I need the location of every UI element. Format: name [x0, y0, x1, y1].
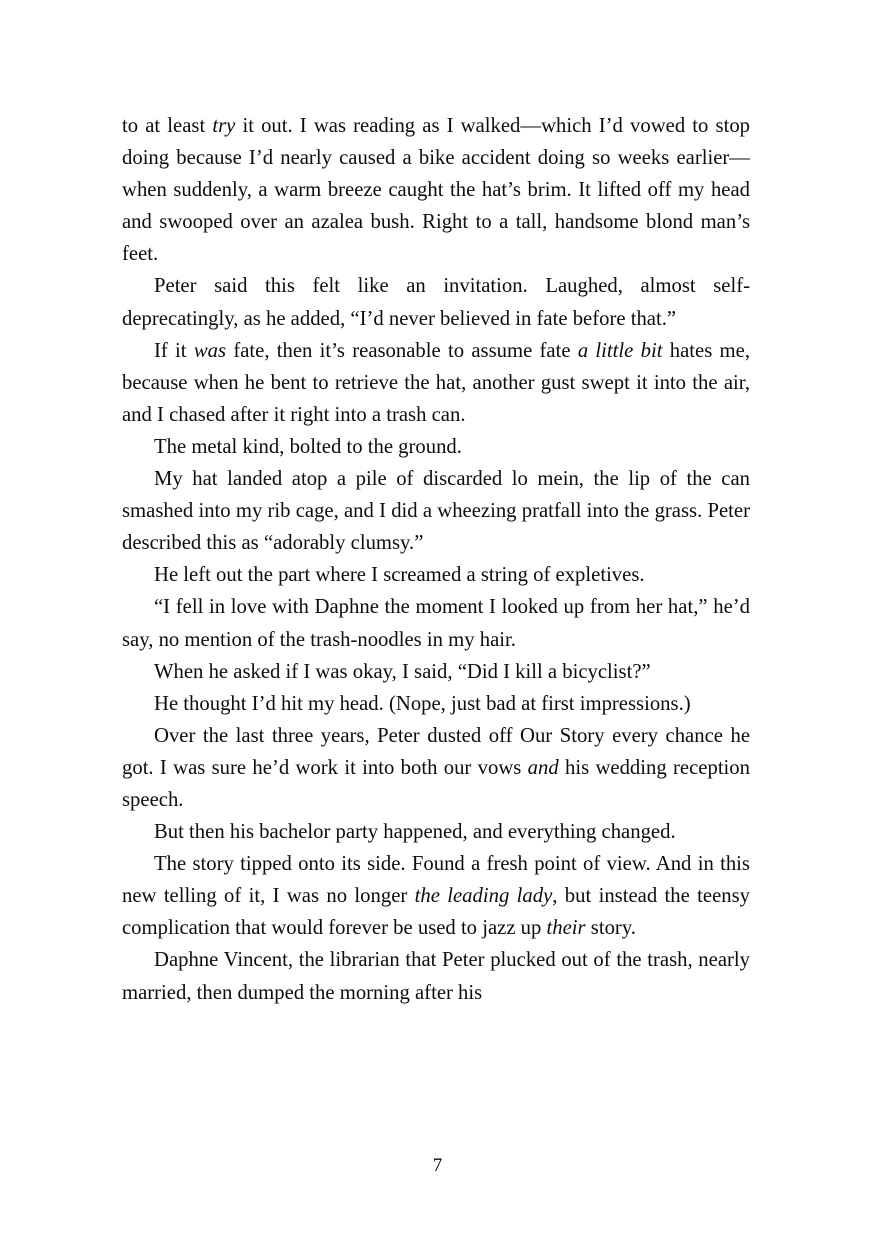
text-run: He thought I’d hit my head. (Nope, just bad at first impressions.): [154, 692, 691, 715]
text-run: But then his bachelor party happened, and everything changed.: [154, 821, 676, 844]
paragraph: [122, 431, 750, 463]
paragraph: [122, 559, 750, 591]
paragraph: [122, 335, 750, 431]
paragraph: [122, 656, 750, 688]
text-run: When he asked if I was okay, I said, “Did I kill a bicyclist?”: [154, 660, 651, 683]
text-run: He left out the part where I screamed a string of expletives.: [154, 564, 645, 587]
paragraph: [122, 944, 750, 1008]
text-run: If it: [154, 339, 194, 362]
paragraph: [122, 591, 750, 655]
paragraph: [122, 270, 750, 334]
text-run: to at least: [122, 115, 213, 137]
italic-run: the leading lady: [414, 885, 553, 908]
italic-run: and: [527, 756, 559, 779]
text-run: My hat landed atop a pile of discarded lo mein, the lip of the can smashed into my rib cage, and I did a wheezing pratfall into the grass. Peter described this as “adorably clumsy.”: [122, 468, 750, 555]
text-run: Peter said this felt like an invitation. Laughed, almost self-deprecatingly, as he added, “I’d never believed in fate before that.”: [122, 275, 750, 330]
text-run: hates me, because when he bent to retrieve the hat, another gust swept it into the air, and I chased after it right into a trash can.: [122, 339, 750, 426]
italic-run: try: [212, 115, 236, 137]
text-run: his wedding reception speech.: [122, 756, 750, 811]
italic-run: a little bit: [577, 339, 663, 362]
text-run: story.: [585, 917, 636, 940]
body-text: [122, 110, 750, 1009]
page-number: 7: [432, 1155, 443, 1176]
text-run: it out. I was reading as I walked—which I’d vowed to stop doing because I’d nearly caused a bike accident doing so weeks earlier—when suddenly, a warm breeze caught the hat’s brim. It lifted off my head and swooped over an azalea bush. Right to a tall, handsome blond man’s feet.: [122, 115, 751, 266]
paragraph: [122, 688, 750, 720]
text-run: , but instead the teensy complication that would forever be used to jazz up: [122, 885, 750, 940]
italic-run: their: [546, 917, 586, 940]
text-run: Over the last three years, Peter dusted off Our Story every chance he got. I was sure he’d work it into both our vows: [122, 724, 750, 779]
paragraph: [122, 110, 750, 270]
text-run: fate, then it’s reasonable to assume fate: [226, 339, 578, 362]
text-run: Daphne Vincent, the librarian that Peter plucked out of the trash, nearly married, then dumped the morning after his: [122, 949, 750, 1004]
paragraph: [122, 720, 750, 816]
text-run: “I fell in love with Daphne the moment I looked up from her hat,” he’d say, no mention of the trash-noodles in my hair.: [122, 596, 750, 651]
text-run: The story tipped onto its side. Found a fresh point of view. And in this new telling of it, I was no longer: [122, 853, 750, 908]
paragraph: [122, 463, 750, 559]
text-run: The metal kind, bolted to the ground.: [154, 435, 462, 458]
italic-run: was: [193, 339, 227, 362]
paragraph: [122, 816, 750, 848]
paragraph: [122, 848, 750, 944]
